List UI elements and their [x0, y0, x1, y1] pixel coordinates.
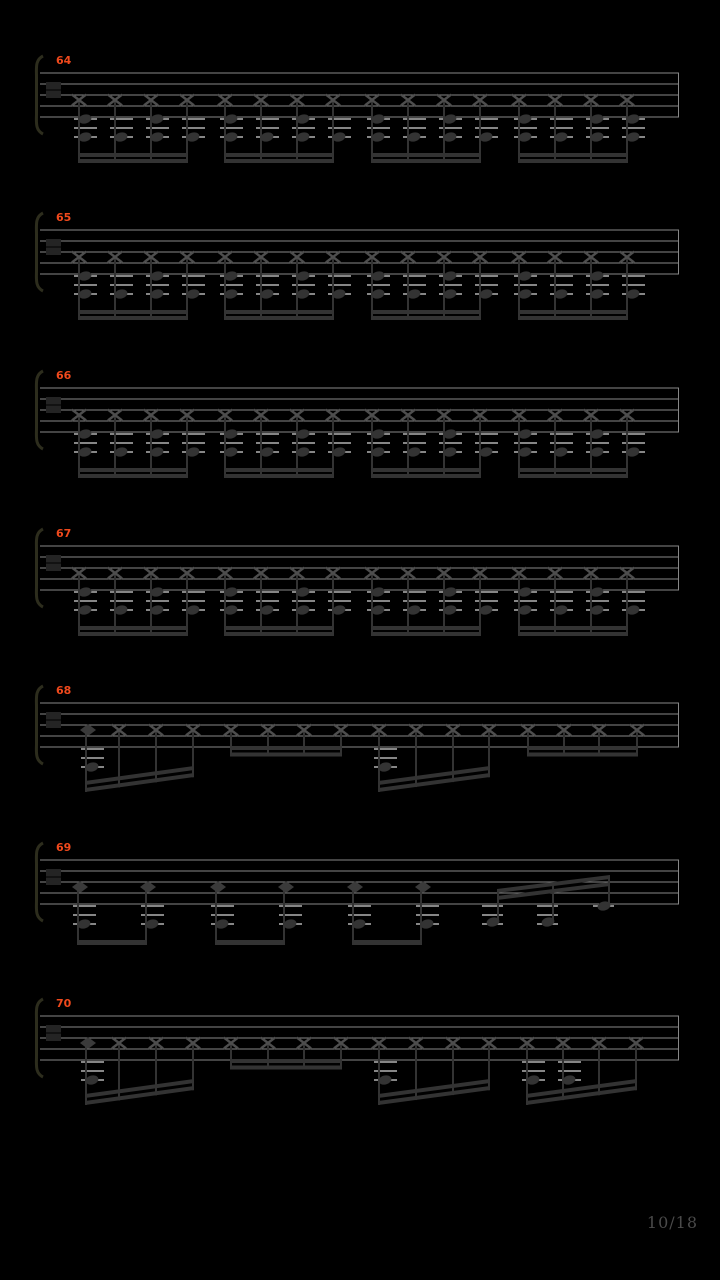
time-signature-block [46, 239, 61, 247]
diamond-notehead [80, 724, 96, 736]
time-signature-block [46, 555, 61, 563]
beam [230, 1059, 342, 1063]
staff-system-69 [36, 841, 679, 945]
time-signature-block [46, 406, 61, 414]
beam [371, 310, 481, 314]
measure-number: 68 [56, 684, 72, 697]
time-signature-block [46, 712, 61, 720]
time-signature-block [46, 91, 61, 99]
beam [78, 153, 188, 157]
beam [527, 746, 638, 750]
time-signature-block [46, 721, 61, 729]
beam [224, 474, 334, 478]
beam [78, 468, 188, 472]
time-signature-block [46, 397, 61, 405]
diamond-notehead [140, 881, 156, 893]
beam [224, 626, 334, 630]
staff-system-70 [36, 997, 679, 1105]
beam [224, 153, 334, 157]
beam [224, 632, 334, 636]
staff-system-67 [36, 527, 679, 636]
time-signature-block [46, 248, 61, 256]
beam [518, 474, 628, 478]
beam [371, 316, 481, 320]
diamond-notehead [210, 881, 226, 893]
time-signature-block [46, 564, 61, 572]
beam [78, 626, 188, 630]
staff-system-65 [36, 211, 679, 320]
measure-number: 64 [56, 54, 72, 67]
beam [78, 159, 188, 163]
beam [78, 316, 188, 320]
diamond-notehead [80, 1037, 96, 1049]
measure-number: 65 [56, 211, 72, 224]
beam [230, 1066, 342, 1070]
diamond-notehead [415, 881, 431, 893]
diamond-notehead [347, 881, 363, 893]
beam [77, 940, 147, 945]
measure-number: 69 [56, 841, 72, 854]
beam [371, 159, 481, 163]
page-indicator: 10/18 [646, 1213, 698, 1232]
beam [224, 468, 334, 472]
beam [371, 626, 481, 630]
beam [518, 159, 628, 163]
beam [224, 310, 334, 314]
beam [518, 153, 628, 157]
beam [78, 310, 188, 314]
time-signature-block [46, 869, 61, 877]
staff-system-68 [36, 684, 679, 792]
beam [518, 316, 628, 320]
beam [371, 153, 481, 157]
beam [371, 474, 481, 478]
beam [224, 316, 334, 320]
beam [527, 753, 638, 757]
measure-number: 66 [56, 369, 72, 382]
time-signature-block [46, 1025, 61, 1033]
measure-number: 70 [56, 997, 72, 1010]
beam [371, 632, 481, 636]
diamond-notehead [278, 881, 294, 893]
time-signature-block [46, 1034, 61, 1042]
beam [78, 474, 188, 478]
measure-number: 67 [56, 527, 72, 540]
beam [518, 310, 628, 314]
staff-system-66 [36, 369, 679, 478]
beam [371, 468, 481, 472]
staff-system-64 [36, 54, 679, 163]
beam [518, 632, 628, 636]
time-signature-block [46, 82, 61, 90]
beam [215, 940, 285, 945]
beam [230, 746, 342, 750]
beam [224, 159, 334, 163]
beam [518, 626, 628, 630]
beam [230, 753, 342, 757]
time-signature-block [46, 878, 61, 886]
beam [518, 468, 628, 472]
beam [78, 632, 188, 636]
beam [352, 940, 422, 945]
diamond-notehead [72, 881, 88, 893]
